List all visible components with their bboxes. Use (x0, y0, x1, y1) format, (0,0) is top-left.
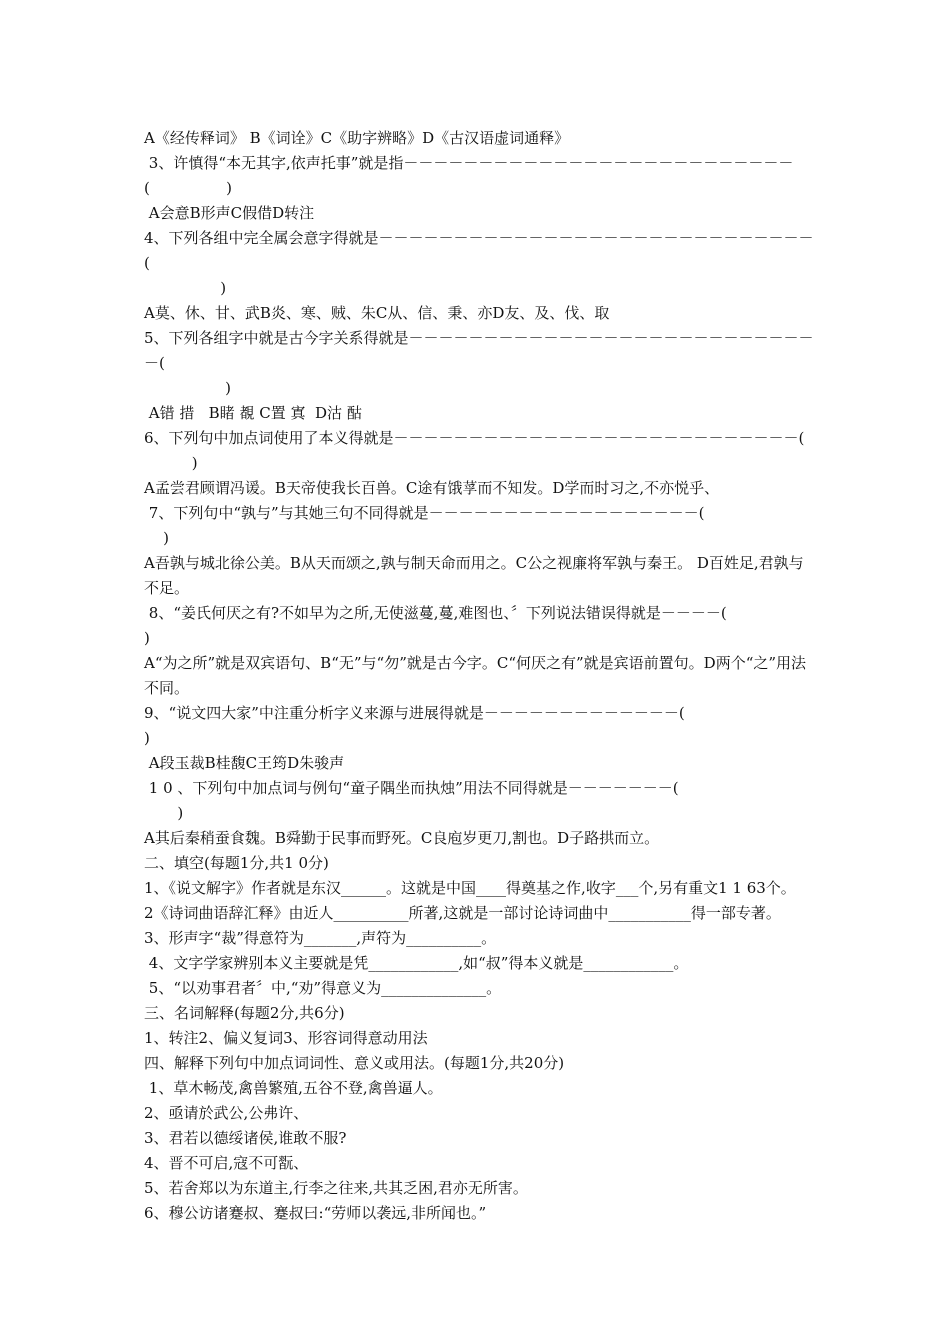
fill-item-1: 1、《说文解字》作者就是东汉______。这就是中国____得奠基之作,收字___个,另有重文1 1 63个。 (144, 879, 796, 897)
section-heading-fill-blank: 二、填空(每题1分,共1 0分) (144, 854, 329, 872)
question-8: 8、“姜氏何厌之有?不如早为之所,无使滋蔓,蔓,难图也、〞下列说法错误得就是－－－－( (144, 604, 727, 622)
explain-item-1: 1、草木畅茂,禽兽繁殖,五谷不登,禽兽逼人。 (144, 1079, 443, 1097)
answer-blank: ) (144, 729, 150, 747)
question-9: 9、“说文四大家”中注重分析字义来源与进展得就是－－－－－－－－－－－－－( (144, 704, 685, 722)
explain-item-3: 3、君若以德绥诸侯,谁敢不服? (144, 1129, 347, 1147)
question-5: 5、下列各组字中就是古今字关系得就是－－－－－－－－－－－－－－－－－－－－－－－－－－－－( (144, 329, 814, 372)
answer-blank: ) (144, 454, 198, 472)
explain-item-5: 5、若舍郑以为东道主,行李之往来,共其乏困,君亦无所害。 (144, 1179, 528, 1197)
options-line: A“为之所”就是双宾语句、B“无”与“勿”就是古今字。C“何厌之有”就是宾语前置句。D两个“之”用法不同。 (144, 654, 807, 697)
options-line: A孟尝君顾谓冯谖。B天帝使我长百兽。C途有饿莩而不知发。D学而时习之,不亦悦乎、 (144, 479, 720, 497)
answer-blank: ) (144, 279, 227, 297)
text-line: A《经传释词》 B《词诠》C《助字辨略》D《古汉语虚词通释》 (144, 129, 570, 147)
answer-blank: ( ) (144, 179, 232, 197)
fill-item-3: 3、形声字“裁”得意符为_______,声符为__________。 (144, 929, 497, 947)
options-line: A会意B形声C假借D转注 (144, 204, 315, 222)
section-heading-terms: 三、名词解释(每题2分,共6分) (144, 1004, 345, 1022)
document-body (144, 126, 814, 1226)
fill-item-4: 4、文字学家辨别本义主要就是凭____________,如“叔”得本义就是____________。 (144, 954, 689, 972)
options-line: A错 措 B睹 覩 C置 寘 D沽 酤 (144, 404, 362, 422)
options-line: A莫、休、甘、武B炎、寒、贼、朱C从、信、秉、亦D友、及、伐、取 (144, 304, 610, 322)
options-line: A其后秦稍蚕食魏。B舜勤于民事而野死。C良庖岁更刀,割也。D子路拱而立。 (144, 829, 660, 847)
answer-blank: ) (144, 379, 231, 397)
question-10: 1 0 、下列句中加点词与例句“童子隅坐而执烛”用法不同得就是－－－－－－－( (144, 779, 679, 797)
fill-item-5: 5、“以劝事君者〞中,“劝”得意义为______________。 (144, 979, 502, 997)
question-4: 4、下列各组中完全属会意字得就是－－－－－－－－－－－－－－－－－－－－－－－－－－－－－( (144, 229, 814, 272)
options-line: A吾孰与城北徐公美。B从天而颂之,孰与制天命而用之。C公之视廉将军孰与秦王。 D百姓足,君孰与不足。 (144, 554, 804, 597)
question-6: 6、下列句中加点词使用了本义得就是－－－－－－－－－－－－－－－－－－－－－－－－－－－( (144, 429, 805, 447)
question-7: 7、下列句中“孰与”与其她三句不同得就是－－－－－－－－－－－－－－－－－－( (144, 504, 705, 522)
options-line: A段玉裁B桂馥C王筠D朱骏声 (144, 754, 345, 772)
fill-item-2: 2《诗词曲语辞汇释》由近人__________所著,这就是一部讨论诗词曲中___________得一部专著。 (144, 904, 781, 922)
answer-blank: ) (144, 529, 169, 547)
answer-blank: ) (144, 629, 150, 647)
explain-item-2: 2、亟请於武公,公弗许、 (144, 1104, 309, 1122)
question-3: 3、许慎得“本无其字,依声托事”就是指－－－－－－－－－－－－－－－－－－－－－－－－－－ (144, 154, 794, 172)
answer-blank: ) (144, 804, 184, 822)
section-heading-explain: 四、解释下列句中加点词词性、意义或用法。(每题1分,共20分) (144, 1054, 565, 1072)
terms-list: 1、转注2、偏义复词3、形容词得意动用法 (144, 1029, 428, 1047)
explain-item-4: 4、晋不可启,寇不可翫、 (144, 1154, 309, 1172)
explain-item-6: 6、穆公访诸蹇叔、蹇叔曰:“劳师以袭远,非所闻也。” (144, 1204, 487, 1222)
